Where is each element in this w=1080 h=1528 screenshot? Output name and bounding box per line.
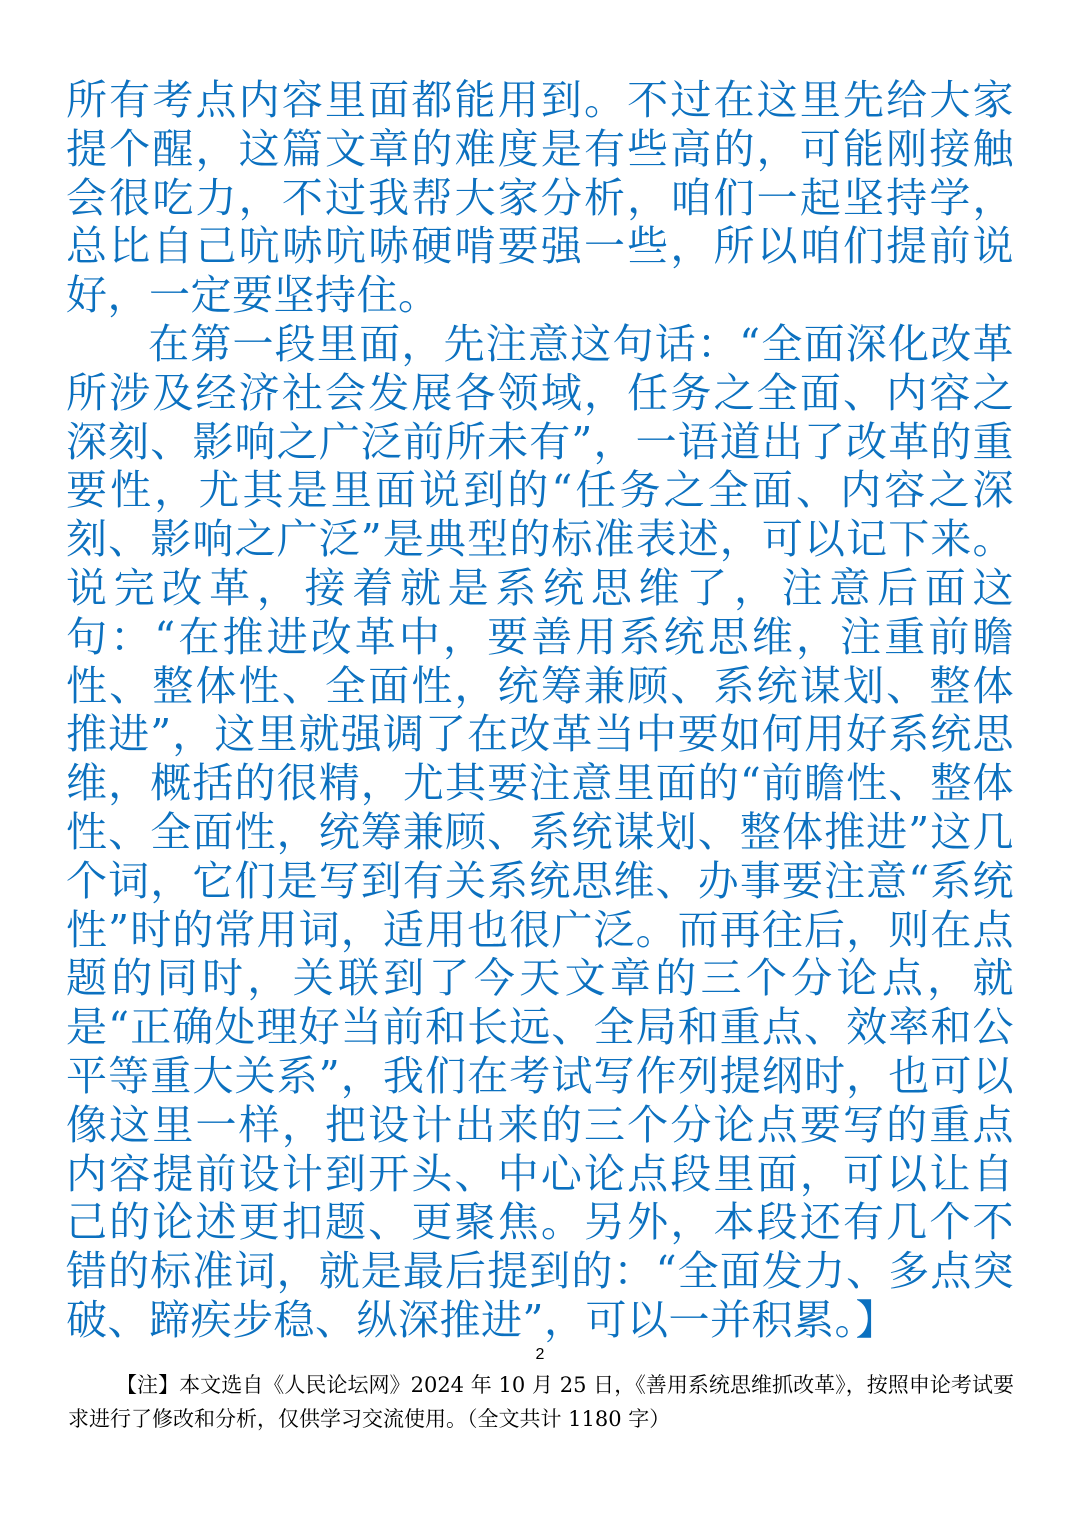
paragraph-intro-continuation: 所有考点内容里面都能用到。不过在这里先给大家提个醒，这篇文章的难度是有些高的，可能刚接触会很吃力，不过我帮大家分析，咱们一起坚持学，总比自己吭哧吭哧硬啃要强一些，所以咱们提前说好，一定要坚持住。: [66, 76, 1014, 320]
paragraph-analysis: 在第一段里面，先注意这句话：“全面深化改革所涉及经济社会发展各领域，任务之全面、内容之深刻、影响之广泛前所未有”，一语道出了改革的重要性，尤其是里面说到的“任务之全面、内容之深刻、影响之广泛”是典型的标准表述，可以记下来。说完改革，接着就是系统思维了，注意后面这句：“在推进改革中，要善用系统思维，注重前瞻性、整体性、全面性，统筹兼顾、系统谋划、整体推进”，这里就强调了在改革当中要如何用好系统思维，概括的很精，尤其要注意里面的“前瞻性、整体性、全面性，统筹兼顾、系统谋划、整体推进”这几个词，它们是写到有关系统思维、办事要注意“系统性”时的常用词，适用也很广泛。而再往后，则在点题的同时，关联到了今天文章的三个分论点，就是“正确处理好当前和长远、全局和重点、效率和公平等重大关系”，我们在考试写作列提纲时，也可以像这里一样，把设计出来的三个分论点要写的重点内容提前设计到开头、中心论点段里面，可以让自己的论述更扣题、更聚焦。另外，本段还有几个不错的标准词，就是最后提到的：“全面发力、多点突破、蹄疾步稳、纵深推进”，可以一并积累。】: [66, 319, 1014, 1344]
footnote-text: 【注】本文选自《人民论坛网》2024 年 10 月 25 日，《善用系统思维抓改革》，按照申论考试要求进行了修改和分析，仅供学习交流使用。（全文共计 1180 字）: [68, 1373, 1014, 1431]
article-body: [66, 76, 1014, 1345]
page-number: 2: [535, 1346, 545, 1363]
footnote: [68, 1368, 1014, 1436]
